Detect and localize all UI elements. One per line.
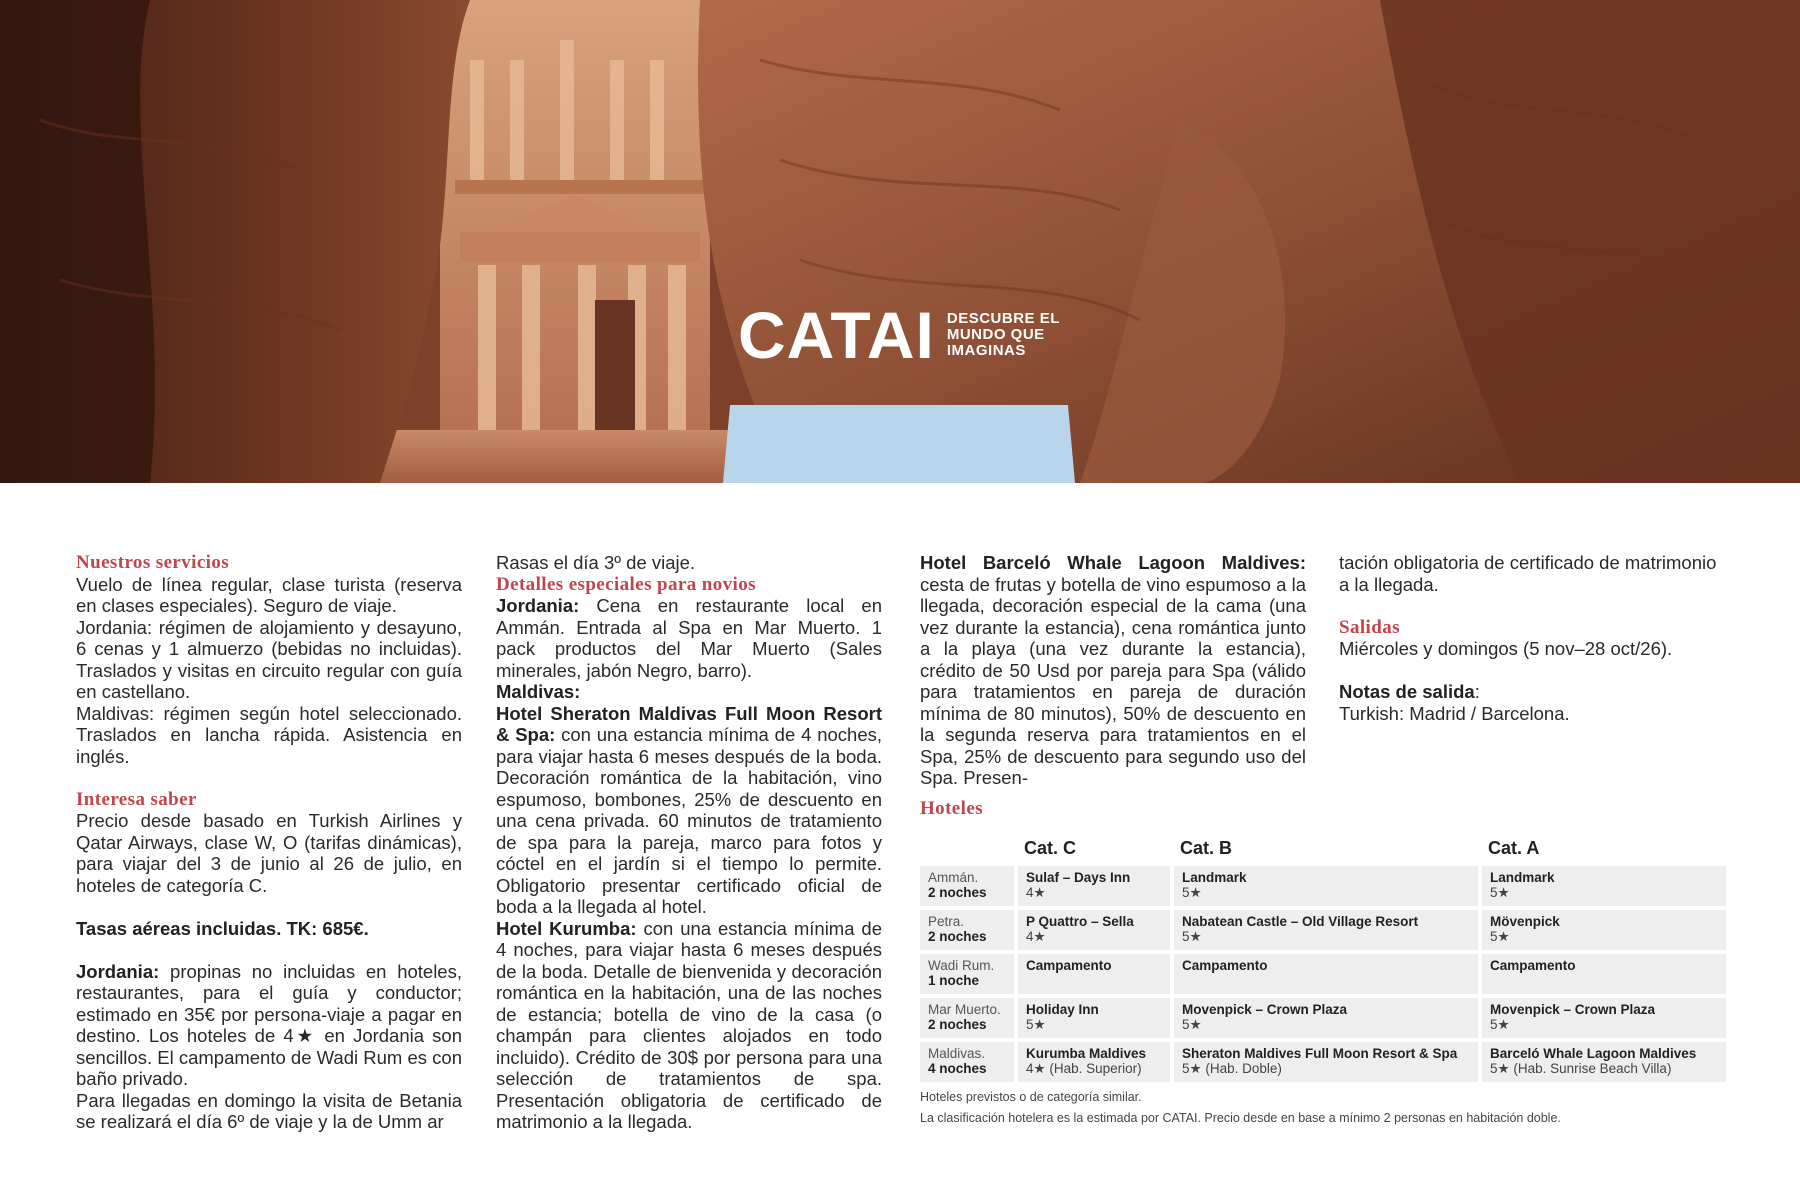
- hotel-cat-b: [1174, 954, 1482, 998]
- maldives-label: Maldivas:: [496, 681, 581, 702]
- nights: 2 noches: [928, 1017, 987, 1032]
- notes-label: Notas de salida: [1339, 681, 1475, 702]
- table-row: [920, 998, 1726, 1042]
- hotel-name: Holiday Inn: [1026, 1002, 1099, 1017]
- hotel-stars: 5★ (Hab. Doble): [1182, 1061, 1282, 1076]
- table-row: [920, 954, 1726, 998]
- destination-cell: [920, 954, 1018, 998]
- hotel-name: Mövenpick: [1490, 914, 1560, 929]
- taxes-text: Tasas aéreas incluidas. TK: 685€.: [76, 917, 369, 939]
- column-1: [76, 552, 462, 1133]
- city: Wadi Rum.: [928, 958, 995, 973]
- barcelo-special: [920, 552, 1306, 789]
- hotel-cat-c: [1018, 1042, 1174, 1086]
- city: Ammán.: [928, 870, 979, 885]
- hotel-stars: 5★: [1182, 929, 1202, 944]
- hotel-name: Sheraton Maldives Full Moon Resort & Spa: [1182, 1046, 1458, 1061]
- interest-text: Precio desde basado en Turkish Airlines y Qatar Airways, clase W, O (tarifas dinámicas), para viajar del 3 de junio al 26 de julio, en hoteles de categoría C.: [76, 810, 462, 896]
- services-text: Maldivas: régimen según hotel seleccionado. Traslados en lancha rápida. Asistencia en inglés.: [76, 702, 462, 767]
- hotels-heading: Hoteles: [920, 798, 983, 819]
- jordan-label: Jordania:: [76, 960, 160, 982]
- hotel-name: Movenpick – Crown Plaza: [1490, 1002, 1656, 1017]
- hotels-table: [920, 836, 1726, 1086]
- column-3: [920, 552, 1306, 789]
- jordan-special: [496, 595, 882, 681]
- special-details-heading: Detalles especiales para novios: [496, 573, 756, 595]
- hotel-cat-a: [1482, 1042, 1726, 1086]
- column-4: [1339, 552, 1725, 724]
- barcelo-label: Hotel Barceló Whale Lagoon Maldives:: [920, 552, 1306, 573]
- jordan-special-text: Cena en restaurante local en Ammán. Entrada al Spa en Mar Muerto. 1 pack productos del Mar Muerto (Sales minerales, jabón Negro, barro).: [496, 595, 882, 681]
- kurumba-text: con una estancia mínima de 4 noches, para viajar hasta 6 meses después de la boda. Detalle de bienvenida y decoración romántica en la habitación, una de las noches de estancia; botella de vino de la casa (o champán para clientes alojados en todo incluido). Crédito de 30$ por persona para una selección de tratamientos de spa. Presentación obligatoria de certificado de matrimonio a la llegada.: [496, 917, 883, 1132]
- notes-colon: :: [1474, 681, 1480, 702]
- hotel-cat-b: [1174, 910, 1482, 954]
- city: Petra.: [928, 914, 965, 929]
- header-cat-c: Cat. C: [1024, 838, 1077, 858]
- header-cat-b: Cat. B: [1180, 838, 1233, 858]
- hotel-cat-a: [1482, 910, 1726, 954]
- departures-heading: Salidas: [1339, 616, 1400, 638]
- hotel-name: P Quattro – Sella: [1026, 914, 1134, 929]
- catai-logo: [738, 298, 1060, 372]
- hotel-cat-b: [1174, 866, 1482, 910]
- city: Mar Muerto.: [928, 1002, 1001, 1017]
- sheraton-special: [496, 703, 882, 918]
- notes-text: Turkish: Madrid / Barcelona.: [1339, 702, 1570, 724]
- brand-name: CATAI: [738, 298, 935, 372]
- hotel-stars: 5★: [1490, 929, 1510, 944]
- rasas-text: Rasas el día 3º de viaje.: [496, 552, 696, 573]
- column-2: [496, 552, 882, 1133]
- hotel-cat-c: [1018, 910, 1174, 954]
- hotel-cat-c: [1018, 954, 1174, 998]
- hotel-cat-c: [1018, 866, 1174, 910]
- hotel-stars: 4★: [1026, 929, 1046, 944]
- interest-heading: Interesa saber: [76, 788, 197, 810]
- header-spacer: [920, 836, 1018, 860]
- hotel-stars: 5★: [1490, 885, 1510, 900]
- hotel-name: Landmark: [1490, 870, 1555, 885]
- nights: 2 noches: [928, 929, 987, 944]
- hotel-stars: 5★: [1026, 1017, 1046, 1032]
- certificate-continued: tación obligatoria de certificado de matrimonio a la llegada.: [1339, 552, 1717, 595]
- hotel-cat-b: [1174, 1042, 1482, 1086]
- table-header: [920, 836, 1726, 860]
- hotel-stars: 5★ (Hab. Sunrise Beach Villa): [1490, 1061, 1672, 1076]
- jordan-notes: [76, 961, 462, 1090]
- hotel-stars: 5★: [1182, 1017, 1202, 1032]
- hotel-name: Sulaf – Days Inn: [1026, 870, 1131, 885]
- city: Maldivas.: [928, 1046, 986, 1061]
- table-row: [920, 866, 1726, 910]
- hotel-stars: 5★: [1182, 885, 1202, 900]
- sheraton-label: Hotel Sheraton Maldivas Full Moon Resort & Spa:: [496, 702, 882, 745]
- brand-tagline: [947, 311, 1060, 359]
- hotel-stars: 4★: [1026, 885, 1046, 900]
- hotel-cat-a: [1482, 954, 1726, 998]
- services-heading: Nuestros servicios: [76, 552, 230, 573]
- tagline-line: MUNDO QUE: [946, 326, 1045, 343]
- nights: 2 noches: [928, 885, 987, 900]
- nights: 1 noche: [928, 973, 980, 988]
- departure-notes: [1339, 681, 1725, 703]
- sheraton-text: con una estancia mínima de 4 noches, para viajar hasta 6 meses después de la boda. Decoración romántica de la habitación, vino espumoso, bombones, 25% de descuento en una cena privada. 60 minutos de tratamiento de spa para la pareja, marco para fotos y cóctel en el jardín si el tiempo lo permite. Obligatorio presentar certificado oficial de boda a la llegada al hotel.: [496, 724, 882, 917]
- table-row: [920, 910, 1726, 954]
- hotels-note: Hoteles previstos o de categoría similar.: [920, 1090, 1142, 1104]
- hotel-cat-a: [1482, 998, 1726, 1042]
- hotel-cat-c: [1018, 998, 1174, 1042]
- destination-cell: [920, 910, 1018, 954]
- services-text: Vuelo de línea regular, clase turista (reserva en clases especiales). Seguro de viaje.: [76, 573, 462, 616]
- destination-cell: [920, 866, 1018, 910]
- hotel-cat-a: [1482, 866, 1726, 910]
- jordan-text: propinas no incluidas en hoteles, restaurantes, para el guía y conductor; estimado en 35€ por persona-viaje a pagar en destino. Los hoteles de 4★ en Jordania son sencillos. El campamento de Wadi Rum es con baño privado.: [76, 960, 462, 1089]
- hotel-stars: 4★ (Hab. Superior): [1026, 1061, 1142, 1076]
- nights: 4 noches: [928, 1061, 987, 1076]
- hotel-name: Nabatean Castle – Old Village Resort: [1182, 914, 1419, 929]
- jordan-label: Jordania:: [496, 595, 580, 616]
- hotel-name: Movenpick – Crown Plaza: [1182, 1002, 1348, 1017]
- kurumba-special: [496, 918, 882, 1133]
- destination-cell: [920, 1042, 1018, 1086]
- hotel-name: Campamento: [1026, 958, 1112, 973]
- hotel-name: Campamento: [1182, 958, 1268, 973]
- hotel-name: Landmark: [1182, 870, 1247, 885]
- hotel-cat-b: [1174, 998, 1482, 1042]
- departures-text: Miércoles y domingos (5 nov–28 oct/26).: [1339, 638, 1673, 659]
- kurumba-label: Hotel Kurumba:: [496, 917, 637, 939]
- destination-cell: [920, 998, 1018, 1042]
- hero-image: [0, 0, 1800, 483]
- header-cat-a: Cat. A: [1488, 838, 1540, 858]
- betania-text: Para llegadas en domingo la visita de Betania se realizará el día 6º de viaje y la de Umm ar: [76, 1089, 462, 1132]
- tagline-line: DESCUBRE EL: [946, 310, 1060, 327]
- hero-accent-shape: [723, 405, 1075, 483]
- barcelo-text: cesta de frutas y botella de vino espumoso a la llegada, decoración especial de la cama (una vez durante la estancia), cena romántica junto a la playa (una vez durante la estancia), crédito de 50 Usd por pareja para Spa (válido para tratamientos en pareja de duración mínima de 80 minutos), 50% de descuento en la segunda reserva para tratamientos en el Spa, 25% de descuento para segundo uso del Spa. Presen-: [920, 573, 1306, 788]
- hotel-name: Campamento: [1490, 958, 1576, 973]
- tagline-line: IMAGINAS: [946, 342, 1026, 359]
- hotel-stars: 5★: [1490, 1017, 1510, 1032]
- classification-note: La clasificación hotelera es la estimada por CATAI. Precio desde en base a mínimo 2 personas en habitación doble.: [920, 1111, 1561, 1125]
- hotel-name: Barceló Whale Lagoon Maldives: [1490, 1046, 1697, 1061]
- hotel-name: Kurumba Maldives: [1026, 1046, 1147, 1061]
- table-row: [920, 1042, 1726, 1086]
- services-text: Jordania: régimen de alojamiento y desayuno, 6 cenas y 1 almuerzo (bebidas no incluidas). Traslados y visitas en circuito regular con guía en castellano.: [76, 616, 462, 702]
